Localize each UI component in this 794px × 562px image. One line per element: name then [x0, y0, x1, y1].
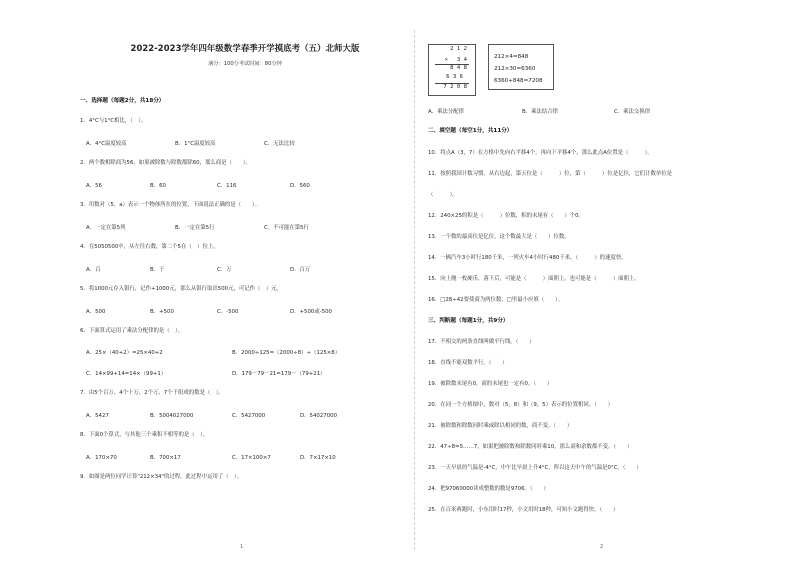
q5-option-b: B．+500: [150, 309, 174, 315]
q7-option-d: D．54027000: [300, 413, 337, 419]
question-17: 17．不相交的两条直线叫做平行线。（ ）: [428, 339, 535, 345]
q2-option-d: D．560: [290, 183, 310, 189]
calc-multiplicand: 2 1 2: [450, 46, 467, 52]
question-13: 13．一个数的最高位是亿位，这个数最大是（ ）位数。: [428, 234, 570, 240]
q1-option-a: A．4°C温度较高: [86, 141, 127, 147]
question-12: 12．240×25的积是（ ）位数，积的末尾有（ ）个0。: [428, 213, 584, 219]
question-6: 6．下面算式运用了乘法分配律的是（ ）。: [80, 328, 184, 334]
question-2: 2．两个数相除商为56，如果被除数与除数都除60，那么商是（ ）。: [80, 160, 251, 166]
q3-option-a: A．一定在第5列: [86, 225, 126, 231]
q6-option-d: D．179－79－21=179－（79+21）: [232, 371, 326, 377]
q4-option-a: A．百: [86, 267, 101, 273]
column-divider: [414, 30, 415, 550]
calc-step-1: 212×4=848: [494, 54, 529, 60]
question-11: 11．按照我国计数习惯，从右边起，第五位是（ ）位，第（ ）位是亿位，它们计数单位是: [428, 171, 673, 177]
question-18: 18．直线不能双数平行。（ ）: [428, 360, 508, 366]
q7-option-a: A．5427: [86, 413, 109, 419]
question-5: 5．将1000元存入银行，记作+1000元，那么从银行取出500元，可记作（ ）元。: [80, 286, 283, 292]
page-number-right: 2: [600, 544, 604, 550]
section-heading-judge: 三、判断题（每题1分，共9分）: [428, 318, 509, 324]
q6-option-c: C．14×99+14=14×（99+1）: [86, 371, 167, 377]
q3-option-c: C．不可能在第5行: [264, 225, 309, 231]
question-8: 8．下面0个算式，与其他三个乘积不相等的是（ ）。: [80, 432, 209, 438]
q9-option-c: C．乘法交换律: [614, 109, 651, 115]
question-24: 24．把97060000读成整数的数是9706。（ ）: [428, 486, 549, 492]
question-7: 7．由5个百万、4个十万、2个万、7个千组成的数是（ ）。: [80, 390, 224, 396]
calc-partial-1: 8 4 8: [450, 65, 467, 71]
question-25: 25．在百米赛跑时，小东用时17秒，小文用时18秒，可知小文跑得快。（ ）: [428, 507, 619, 513]
question-15: 15．向上抛一枚硬币，落下后，可能是（ ）面朝上，也可能是（ ）面朝上。: [428, 276, 640, 282]
q4-option-c: C．万: [217, 267, 232, 273]
q1-option-b: B．1°C温度较高: [175, 141, 216, 147]
q8-option-a: A．170×70: [86, 455, 117, 461]
question-19: 19．被除数末尾有0，商的末尾也一定有0。（ ）: [428, 381, 553, 387]
q6-option-b: B．2000÷125=（2000÷8）÷（125×8）: [232, 350, 341, 356]
q9-option-b: B．乘法结合律: [522, 109, 559, 115]
question-1: 1．4°C与1°C相比，（ ）。: [80, 118, 147, 124]
q3-option-b: B．一定在第5行: [175, 225, 215, 231]
q7-option-b: B．5004027000: [150, 413, 194, 419]
vertical-multiplication-box: [428, 44, 476, 96]
question-11-cont: （ ）。: [428, 192, 458, 198]
q5-option-c: C．-500: [217, 309, 239, 315]
q7-option-c: C．5427000: [232, 413, 266, 419]
calc-product: 7 2 0 8: [443, 84, 467, 90]
calc-multiplier: × 3 4: [444, 57, 467, 63]
q8-option-b: B．700×17: [150, 455, 181, 461]
q8-option-d: D．7×17×10: [300, 455, 336, 461]
horizontal-calculation-box: [488, 44, 554, 90]
q4-option-b: B．千: [150, 267, 165, 273]
exam-title: 2022-2023学年四年级数学春季开学摸底考（五）北师大版: [130, 43, 360, 53]
question-16: 16．□28÷42要使商为两位数，□里最小应填（ ）。: [428, 297, 564, 303]
question-9: 9．如图是两位同学计算"212×34"的过程，此过程中运用了（ ）。: [80, 474, 243, 480]
q4-option-d: D．百万: [290, 267, 311, 273]
question-22: 22．47÷8=5……7，如果把被除数和除数同时乘10，那么商和余数都不变。（ ）: [428, 444, 633, 450]
question-10: 10．将点A（3，7）在方格中先向右平移4个，再向下平移4个，那么此点A位置是（ ）。: [428, 150, 653, 156]
section-heading-fill: 二、填空题（每空1分，共11分）: [428, 128, 513, 134]
q6-option-a: A．25×（40+2）=25×40+2: [86, 350, 163, 356]
calc-partial-2: 6 3 6: [446, 74, 463, 80]
section-heading-choice: 一、选择题（每题2分，共18分）: [80, 98, 165, 104]
q5-option-a: A．500: [86, 309, 106, 315]
q8-option-c: C．17×100×7: [232, 455, 271, 461]
q2-option-c: C．116: [217, 183, 237, 189]
question-3: 3．用数对（5，a）表示一个物体所在的位置，下面说法正确的是（ ）。: [80, 202, 260, 208]
q2-option-a: A．56: [86, 183, 102, 189]
calc-step-2: 212×30=6360: [494, 66, 536, 72]
q5-option-d: D．+500或-500: [290, 309, 332, 315]
q9-option-a: A．乘法分配律: [428, 109, 465, 115]
question-21: 21．被除数和除数同时乘或除以相同的数，商不变。（ ）: [428, 423, 573, 429]
question-23: 23．一天早晨的气温是-4°C，中午比早晨上升4°C，所以这天中午的气温是0°C。（ ）: [428, 465, 642, 471]
question-20: 20．在同一个方格图中，数对（5，8）和（9，5）表示的位置相同。（ ）: [428, 402, 613, 408]
calc-step-3: 6360+848=7208: [494, 78, 543, 84]
page-number-left: 1: [240, 544, 244, 550]
q1-option-c: C．无法比较: [264, 141, 295, 147]
question-4: 4．在5050500中，从左往右数，第二个5在（ ）位上。: [80, 244, 219, 250]
question-14: 14．一辆汽车3小时行180千米，一列火车4小时行480千米，（ ）的速度快。: [428, 255, 627, 261]
q2-option-b: B．60: [150, 183, 166, 189]
exam-subtitle: 满分：100分考试时间：80分钟: [208, 61, 282, 67]
